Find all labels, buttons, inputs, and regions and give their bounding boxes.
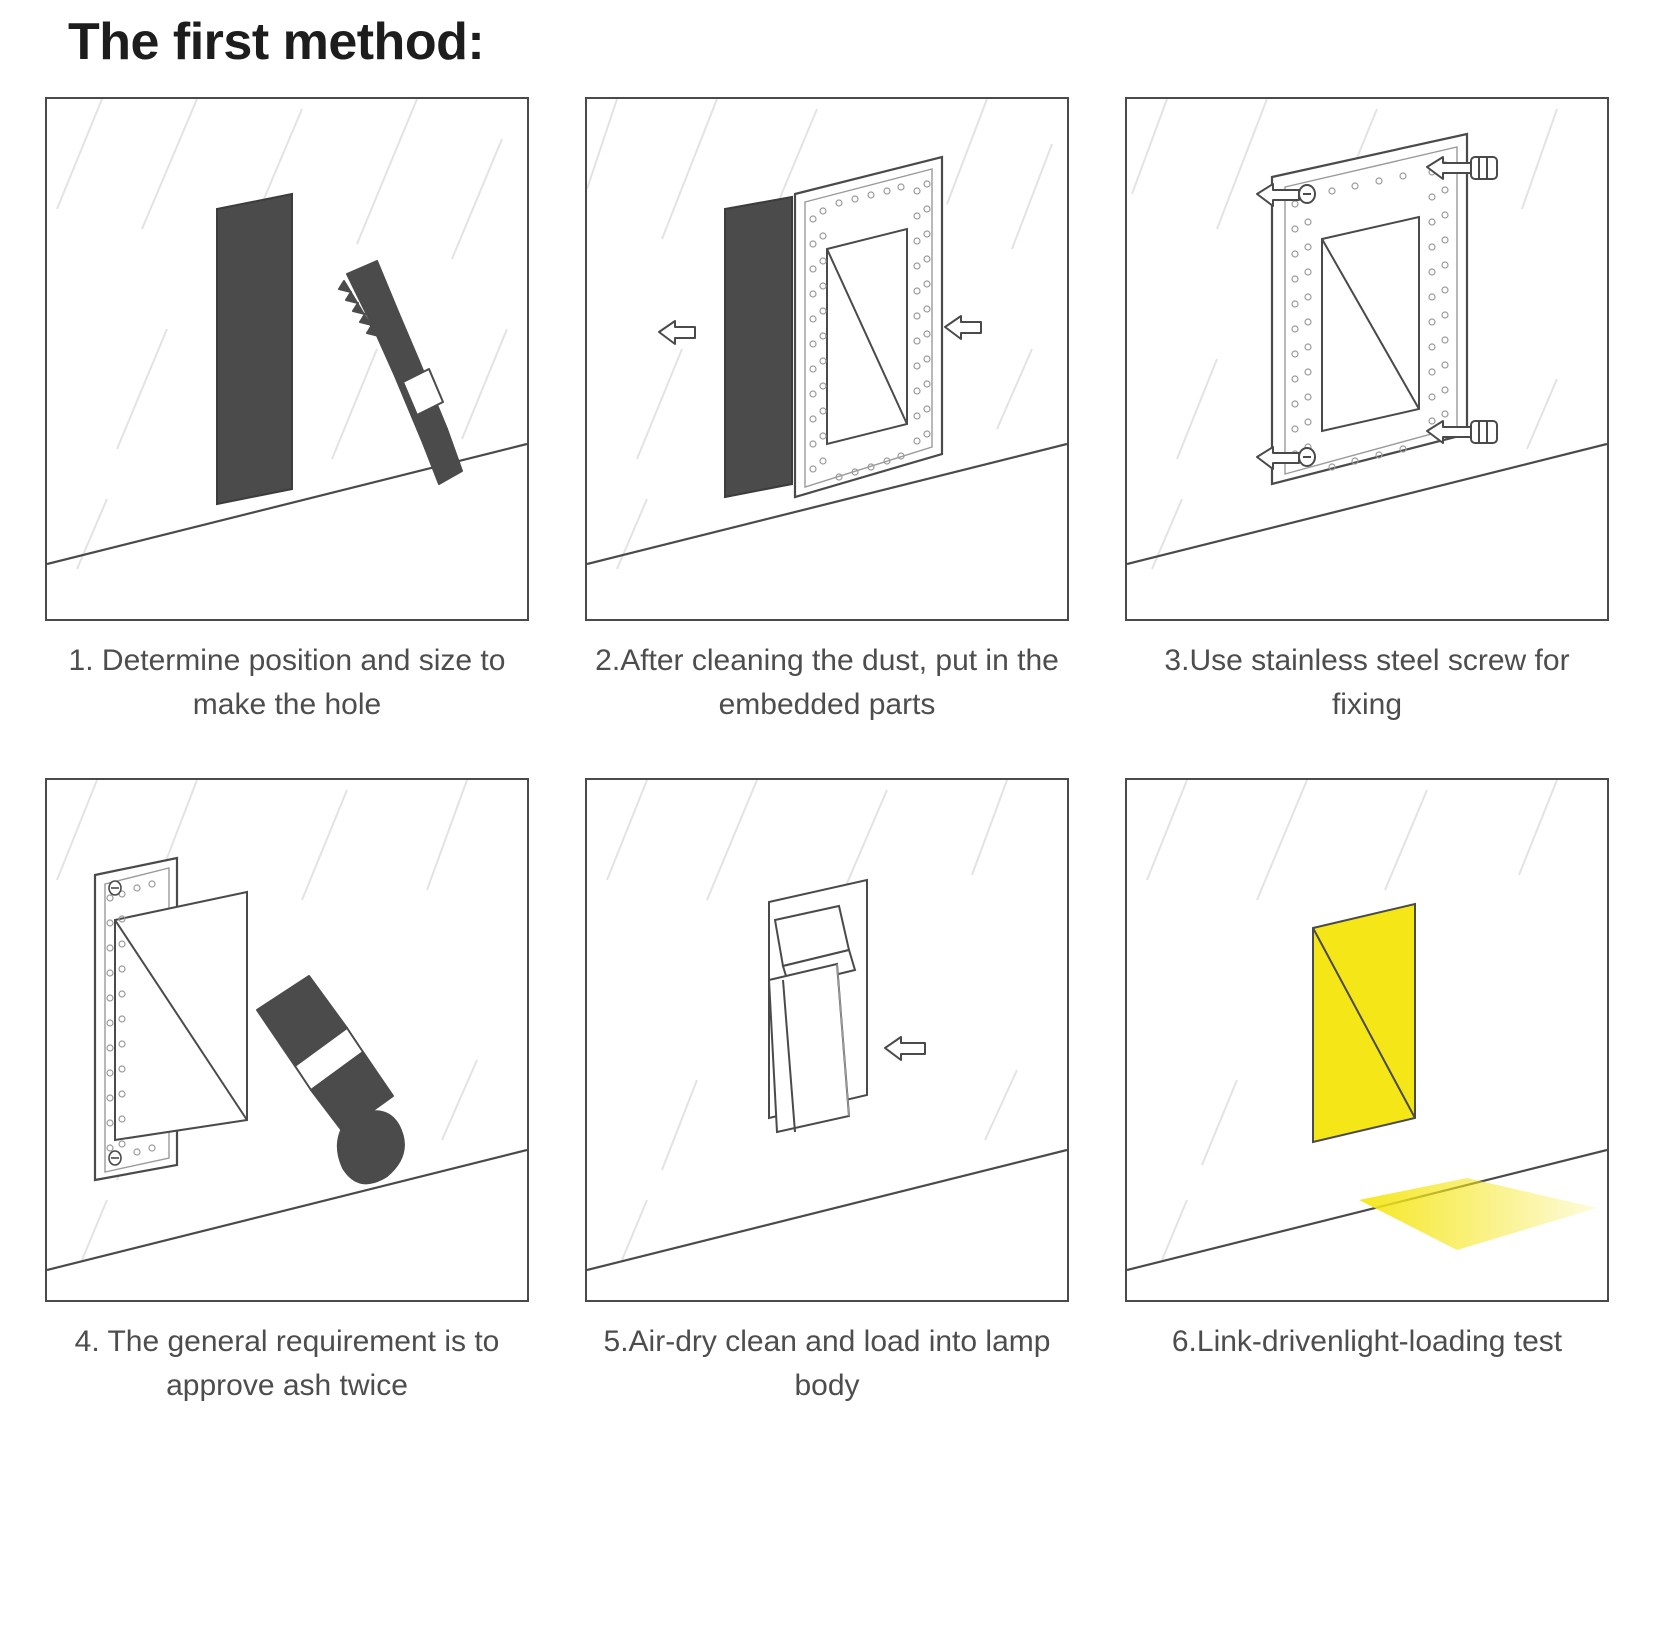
step-1-figure <box>45 97 529 621</box>
step-3-figure <box>1125 97 1609 621</box>
step-5-figure <box>585 778 1069 1302</box>
step-2-figure <box>585 97 1069 621</box>
step-cell-5 <box>566 778 1088 1433</box>
step-cell-4 <box>26 778 548 1433</box>
step-6-caption: 6.Link-drivenlight-loading test <box>1171 1325 1563 1358</box>
step-4-figure <box>45 778 529 1302</box>
step-cell-1 <box>26 97 548 752</box>
step-4-caption: 4. The general requirement is to approve ash twice <box>74 1325 500 1402</box>
step-5-caption: 5.Air-dry clean and load into lamp body <box>603 1325 1051 1402</box>
step-6-figure <box>1125 778 1609 1302</box>
steps-grid <box>26 97 1628 752</box>
step-2-caption: 2.After cleaning the dust, put in the embedded parts <box>595 644 1059 721</box>
step-cell-6 <box>1106 778 1628 1433</box>
step-cell-2 <box>566 97 1088 752</box>
steps-grid-row2 <box>26 778 1628 1433</box>
step-1-caption: 1. Determine position and size to make the hole <box>68 644 506 721</box>
step-cell-3 <box>1106 97 1628 752</box>
page-title: The first method: <box>68 13 485 71</box>
step-3-caption: 3.Use stainless steel screw for fixing <box>1164 644 1570 721</box>
